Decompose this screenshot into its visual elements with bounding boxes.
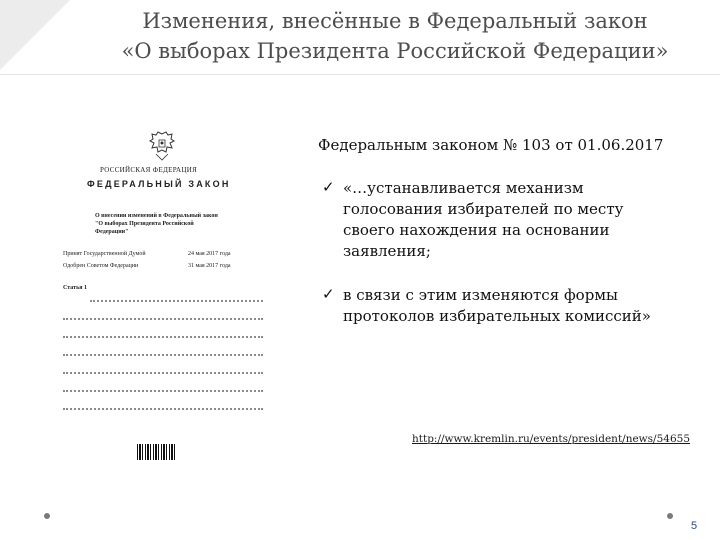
document-body-line	[63, 408, 263, 411]
bullet-text-line: заявления;	[343, 242, 431, 260]
document-body-line	[63, 354, 263, 357]
slide-title-line-2: «О выборах Президента Российской Федерации»	[121, 39, 669, 63]
slide-title	[80, 6, 710, 66]
document-approved-council: Одобрен Советом Федерации	[63, 263, 139, 269]
law-reference: Федеральным законом № 103 от 01.06.2017	[318, 136, 664, 154]
bullet-text-line: «…устанавливается механизм	[343, 179, 584, 197]
document-body-line	[90, 300, 263, 303]
barcode	[137, 444, 177, 460]
document-adopted-duma-date: 24 мая 2017 года	[188, 251, 231, 257]
document-title-line: О внесении изменений в Федеральный закон	[95, 213, 218, 219]
corner-decoration	[0, 0, 70, 70]
document-title-line: Федерации"	[95, 229, 129, 235]
bullet-text-line: в связи с этим изменяются формы	[343, 286, 618, 304]
checkmark-icon: ✓	[322, 285, 335, 303]
bullet-text-line: своего нахождения на основании	[343, 221, 610, 239]
checkmark-icon: ✓	[322, 178, 335, 196]
document-heading: ФЕДЕРАЛЬНЫЙ ЗАКОН	[87, 179, 231, 189]
document-body-line	[63, 390, 263, 393]
bullet-dot-left	[44, 513, 50, 519]
bullet-item-2	[343, 285, 693, 327]
document-body-line	[63, 336, 263, 339]
document-adopted-duma: Принят Государственной Думой	[63, 251, 146, 257]
page-number: 5	[691, 520, 698, 532]
document-title-line: "О выборах Президента Российской	[95, 221, 194, 227]
document-org-name: РОССИЙСКАЯ ФЕДЕРАЦИЯ	[100, 166, 198, 174]
bullet-text-line: голосования избирателей по месту	[343, 200, 624, 218]
bullet-text-line: протоколов избирательных комиссий»	[343, 307, 651, 325]
document-body-line	[63, 318, 263, 321]
bullet-item-1	[343, 178, 673, 262]
law-document-scan	[55, 128, 270, 473]
slide-title-line-1: Изменения, внесённые в Федеральный закон	[142, 9, 648, 33]
title-divider	[0, 74, 720, 75]
russian-coat-of-arms-icon	[148, 130, 176, 162]
bullet-dot-right	[667, 513, 673, 519]
document-body-line	[63, 372, 263, 375]
document-approved-council-date: 31 мая 2017 года	[188, 263, 231, 269]
document-article: Статья 1	[63, 285, 87, 291]
source-link[interactable]: http://www.kremlin.ru/events/president/news/54655	[412, 433, 690, 445]
